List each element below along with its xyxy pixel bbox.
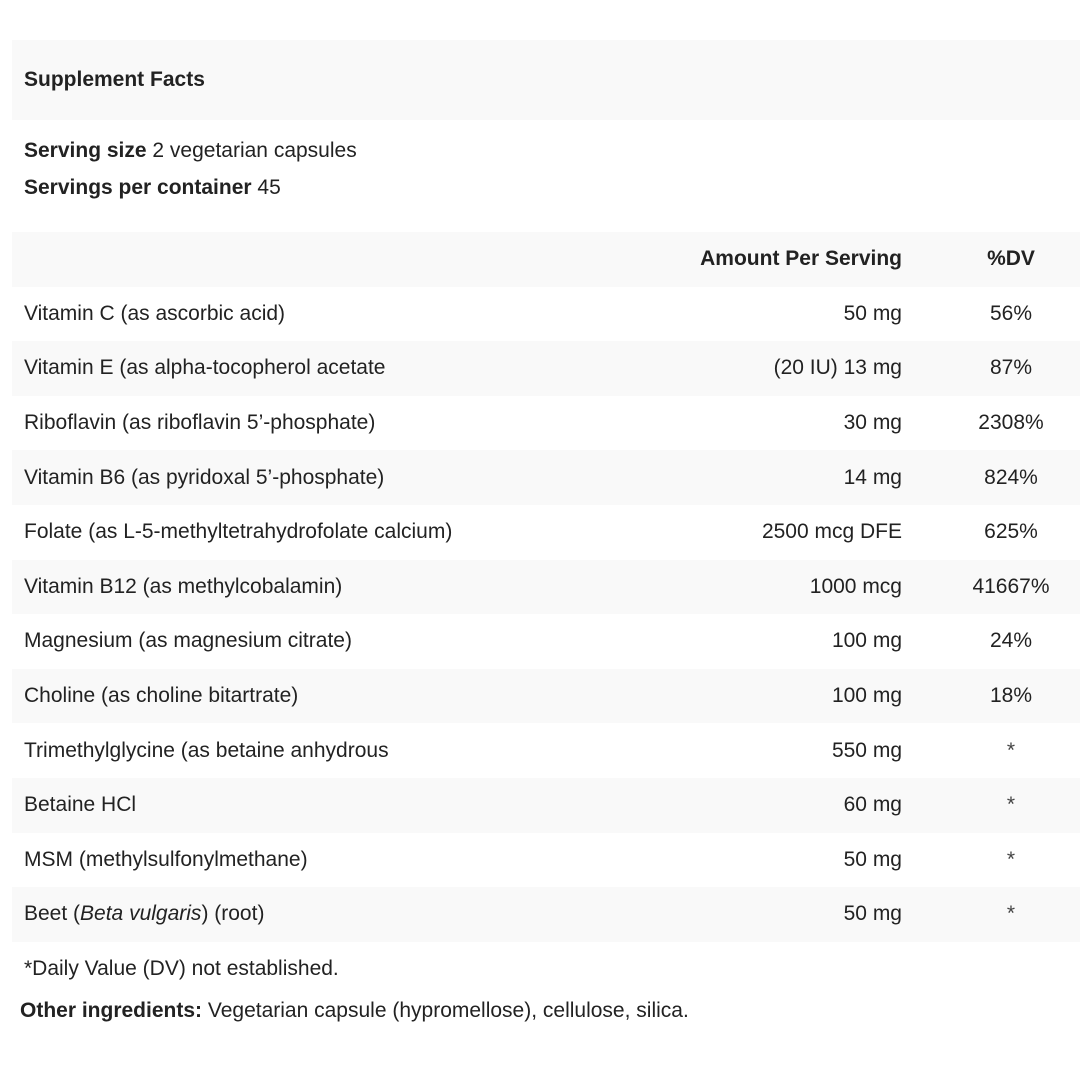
nutrient-dv: * — [1006, 847, 1016, 871]
servings-per-container-label: Servings per container — [24, 176, 252, 199]
other-ingredients-label: Other ingredients: — [20, 998, 203, 1022]
nutrient-name-prefix: Beet ( — [24, 902, 81, 926]
table-row — [12, 560, 1080, 615]
nutrient-name: Magnesium (as magnesium citrate) — [24, 629, 352, 653]
nutrient-name-italic: Beta vulgaris — [80, 902, 202, 926]
nutrient-name: Vitamin E (as alpha-tocopherol acetate — [24, 356, 386, 380]
nutrient-name: Betaine HCl — [24, 793, 137, 817]
table-row — [12, 287, 1080, 342]
table-row — [12, 887, 1080, 942]
nutrient-dv: * — [1006, 793, 1016, 817]
nutrient-amount: 50 mg — [843, 301, 902, 325]
nutrient-dv: 824% — [984, 465, 1038, 489]
nutrient-dv: * — [1006, 738, 1016, 762]
table-row — [12, 505, 1080, 560]
nutrient-name — [12, 887, 572, 942]
nutrient-amount: 60 mg — [843, 793, 902, 817]
nutrient-amount: (20 IU) 13 mg — [773, 356, 902, 380]
nutrient-name: MSM (methylsulfonylmethane) — [24, 847, 308, 871]
serving-size-line — [24, 132, 1068, 169]
header-dv: %DV — [987, 247, 1035, 271]
nutrient-amount: 50 mg — [843, 902, 902, 926]
nutrient-dv: 41667% — [972, 574, 1050, 598]
nutrient-dv: 87% — [989, 356, 1033, 380]
nutrient-name: Riboflavin (as riboflavin 5’-phosphate) — [24, 411, 376, 435]
serving-info — [12, 120, 1080, 232]
header-amount: Amount Per Serving — [700, 247, 902, 271]
nutrient-name: Choline (as choline bitartrate) — [24, 684, 299, 708]
nutrient-dv: 18% — [989, 684, 1033, 708]
header-name — [12, 232, 572, 287]
nutrient-name: Vitamin B12 (as methylcobalamin) — [24, 574, 343, 598]
nutrient-name-suffix: ) (root) — [201, 902, 265, 926]
nutrient-name: Vitamin C (as ascorbic acid) — [24, 301, 286, 325]
nutrient-amount: 550 mg — [831, 738, 902, 762]
nutrient-dv: 625% — [984, 520, 1038, 544]
dv-footnote: *Daily Value (DV) not established. — [24, 956, 339, 980]
table-row — [12, 396, 1080, 451]
nutrient-dv: 24% — [989, 629, 1033, 653]
servings-per-container-line — [24, 169, 1068, 206]
nutrient-dv: * — [1006, 902, 1016, 926]
nutrient-amount: 100 mg — [831, 629, 902, 653]
table-row — [12, 669, 1080, 724]
nutrient-dv: 56% — [989, 301, 1033, 325]
table-row — [12, 723, 1080, 778]
nutrient-name: Vitamin B6 (as pyridoxal 5’-phosphate) — [24, 465, 385, 489]
table-header-row — [12, 232, 1080, 287]
table-row — [12, 833, 1080, 888]
supplement-facts-panel — [12, 40, 1080, 1026]
serving-size-value: 2 vegetarian capsules — [152, 139, 357, 162]
servings-per-container-value: 45 — [257, 176, 281, 199]
panel-title: Supplement Facts — [12, 40, 1080, 120]
table-row — [12, 614, 1080, 669]
table-row — [12, 341, 1080, 396]
nutrient-dv: 2308% — [978, 411, 1044, 435]
table-row — [12, 450, 1080, 505]
nutrient-name: Trimethylglycine (as betaine anhydrous — [24, 738, 389, 762]
nutrient-amount: 50 mg — [843, 847, 902, 871]
nutrient-amount: 14 mg — [843, 465, 902, 489]
nutrient-amount: 30 mg — [843, 411, 902, 435]
nutrient-name: Folate (as L-5-methyltetrahydrofolate calcium) — [24, 520, 453, 544]
nutrient-amount: 100 mg — [831, 684, 902, 708]
serving-size-label: Serving size — [24, 139, 147, 162]
nutrient-amount: 1000 mcg — [809, 574, 902, 598]
nutrient-table — [12, 232, 1080, 942]
table-row — [12, 778, 1080, 833]
other-ingredients — [12, 984, 1080, 1026]
other-ingredients-value: Vegetarian capsule (hypromellose), cellulose, silica. — [207, 998, 689, 1022]
nutrient-amount: 2500 mcg DFE — [761, 520, 902, 544]
